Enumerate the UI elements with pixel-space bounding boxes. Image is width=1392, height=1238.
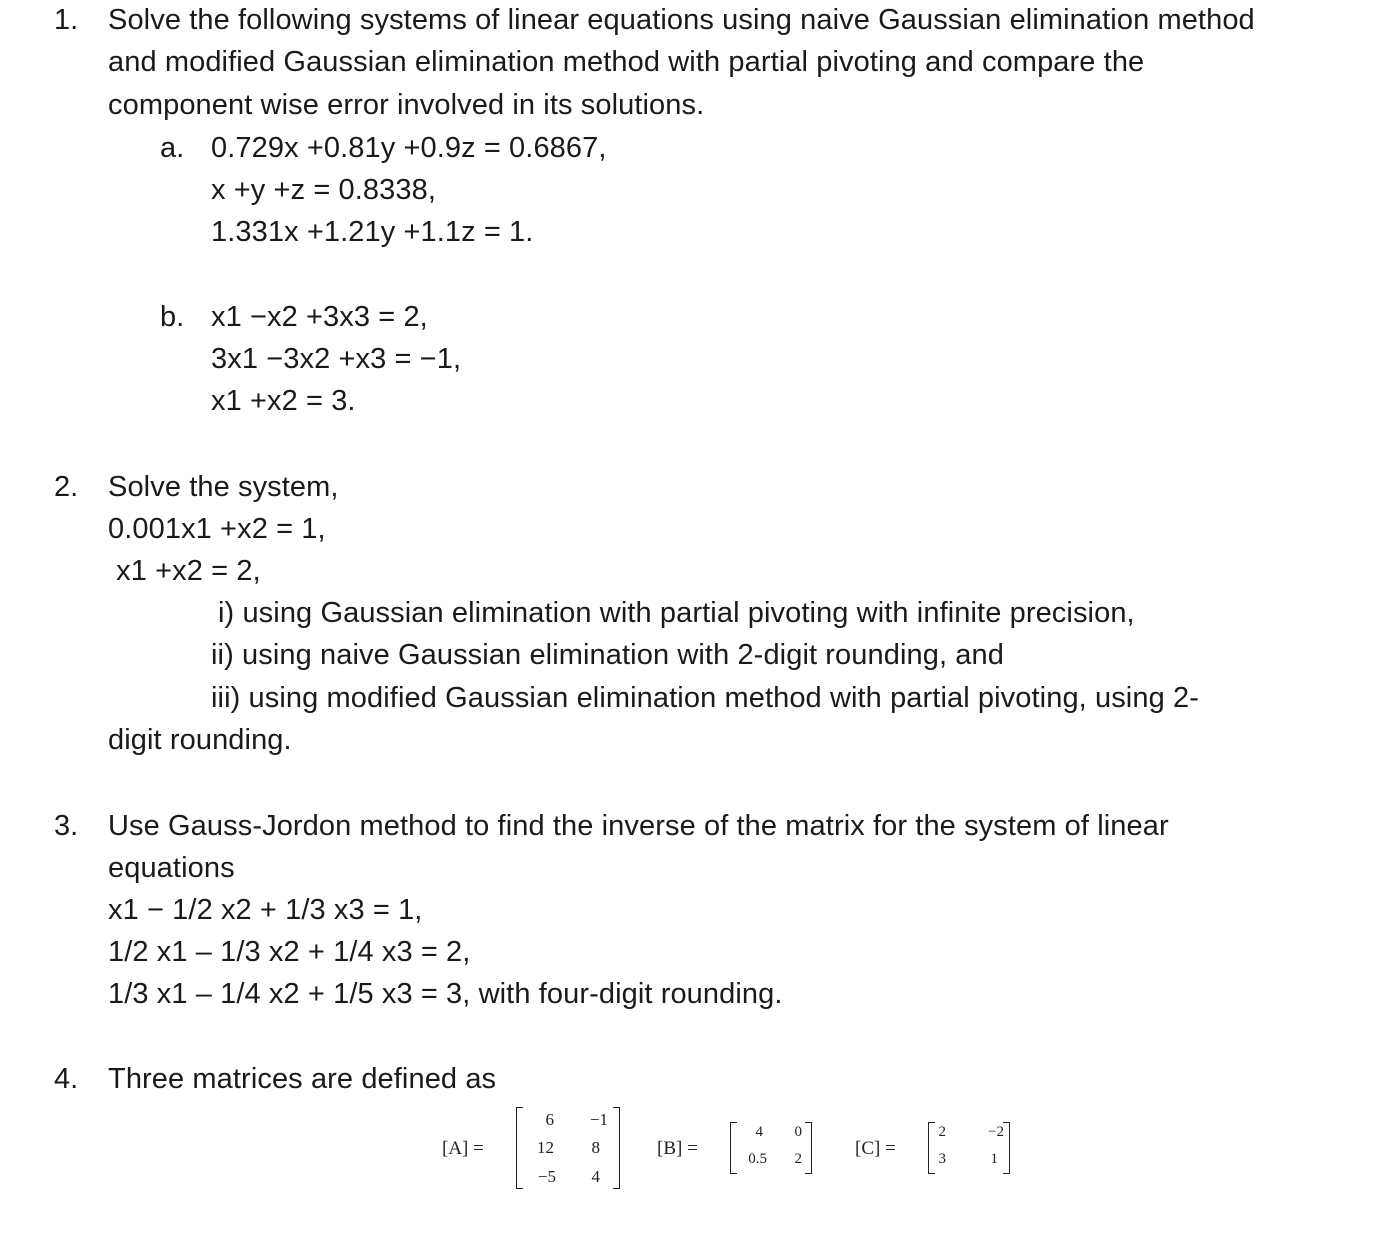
matrix-a-right-bracket: [613, 1107, 620, 1189]
matrix-a-cell: −5: [537, 1167, 556, 1186]
q4-text: Three matrices are defined as: [108, 1063, 497, 1095]
q2-line-2: 0.001x1 +x2 = 1,: [108, 513, 326, 545]
q3-eq-2: 1/2 x1 – 1/3 x2 + 1/4 x3 = 2,: [108, 936, 471, 968]
q2-tail: digit rounding.: [108, 724, 292, 756]
q1b-eq-3: x1 +x2 = 3.: [211, 385, 356, 417]
q1-number: 1.: [54, 4, 79, 36]
q2-part-ii: ii) using naive Gaussian elimination with 2-digit rounding, and: [211, 639, 1004, 671]
q1a-eq-2: x +y +z = 0.8338,: [211, 174, 436, 206]
q2-part-iii: iii) using modified Gaussian elimination method with partial pivoting, using 2-: [211, 682, 1199, 714]
matrix-c-right-bracket: [1003, 1122, 1010, 1174]
q1a-eq-3: 1.331x +1.21y +1.1z = 1.: [211, 216, 534, 248]
matrix-a-cell: −1: [589, 1110, 608, 1129]
q2-line-1: Solve the system,: [108, 471, 339, 503]
q1a-eq-1: 0.729x +0.81y +0.9z = 0.6867,: [211, 132, 607, 164]
matrix-b-label: [B] =: [657, 1138, 698, 1159]
q3-line-1: Use Gauss-Jordon method to find the inverse of the matrix for the system of linear: [108, 810, 1169, 842]
matrix-b-cell: 0.5: [748, 1151, 767, 1167]
q3-number: 3.: [54, 810, 79, 842]
q1-line-1: Solve the following systems of linear equations using naive Gaussian elimination method: [108, 4, 1255, 36]
matrix-c-cell: −2: [988, 1124, 1004, 1140]
matrix-a-cell: 8: [591, 1138, 600, 1157]
q1a-label: a.: [160, 132, 185, 164]
q1b-label: b.: [160, 301, 185, 333]
q1b-eq-1: x1 −x2 +3x3 = 2,: [211, 301, 428, 333]
q1b-eq-2: 3x1 −3x2 +x3 = −1,: [211, 343, 462, 375]
matrix-c-label: [C] =: [855, 1138, 896, 1159]
matrix-a-cell: 6: [545, 1110, 554, 1129]
q2-number: 2.: [54, 471, 79, 503]
matrix-c-cell: 1: [990, 1151, 998, 1167]
q3-line-2: equations: [108, 852, 235, 884]
matrix-a-label: [A] =: [442, 1138, 484, 1159]
matrix-b-right-bracket: [805, 1122, 812, 1174]
q3-eq-3: 1/3 x1 – 1/4 x2 + 1/5 x3 = 3, with four-digit rounding.: [108, 978, 783, 1010]
q1-line-2: and modified Gaussian elimination method with partial pivoting and compare the: [108, 46, 1145, 78]
matrix-a-cell: 12: [537, 1138, 554, 1157]
matrix-a-left-bracket: [516, 1107, 523, 1189]
matrix-b-cell: 2: [794, 1151, 802, 1167]
q2-line-3: x1 +x2 = 2,: [108, 555, 261, 587]
matrix-c-cell: 3: [938, 1151, 946, 1167]
q4-number: 4.: [54, 1063, 79, 1095]
q2-part-i: i) using Gaussian elimination with partial pivoting with infinite precision,: [218, 597, 1135, 629]
matrix-b-cell: 0: [794, 1124, 802, 1140]
matrix-b-cell: 4: [755, 1124, 763, 1140]
matrix-a-cell: 4: [591, 1167, 600, 1186]
matrix-b-left-bracket: [730, 1122, 737, 1174]
q1-line-3: component wise error involved in its solutions.: [108, 89, 705, 121]
matrix-c-cell: 2: [938, 1124, 946, 1140]
q3-eq-1: x1 − 1/2 x2 + 1/3 x3 = 1,: [108, 894, 423, 926]
